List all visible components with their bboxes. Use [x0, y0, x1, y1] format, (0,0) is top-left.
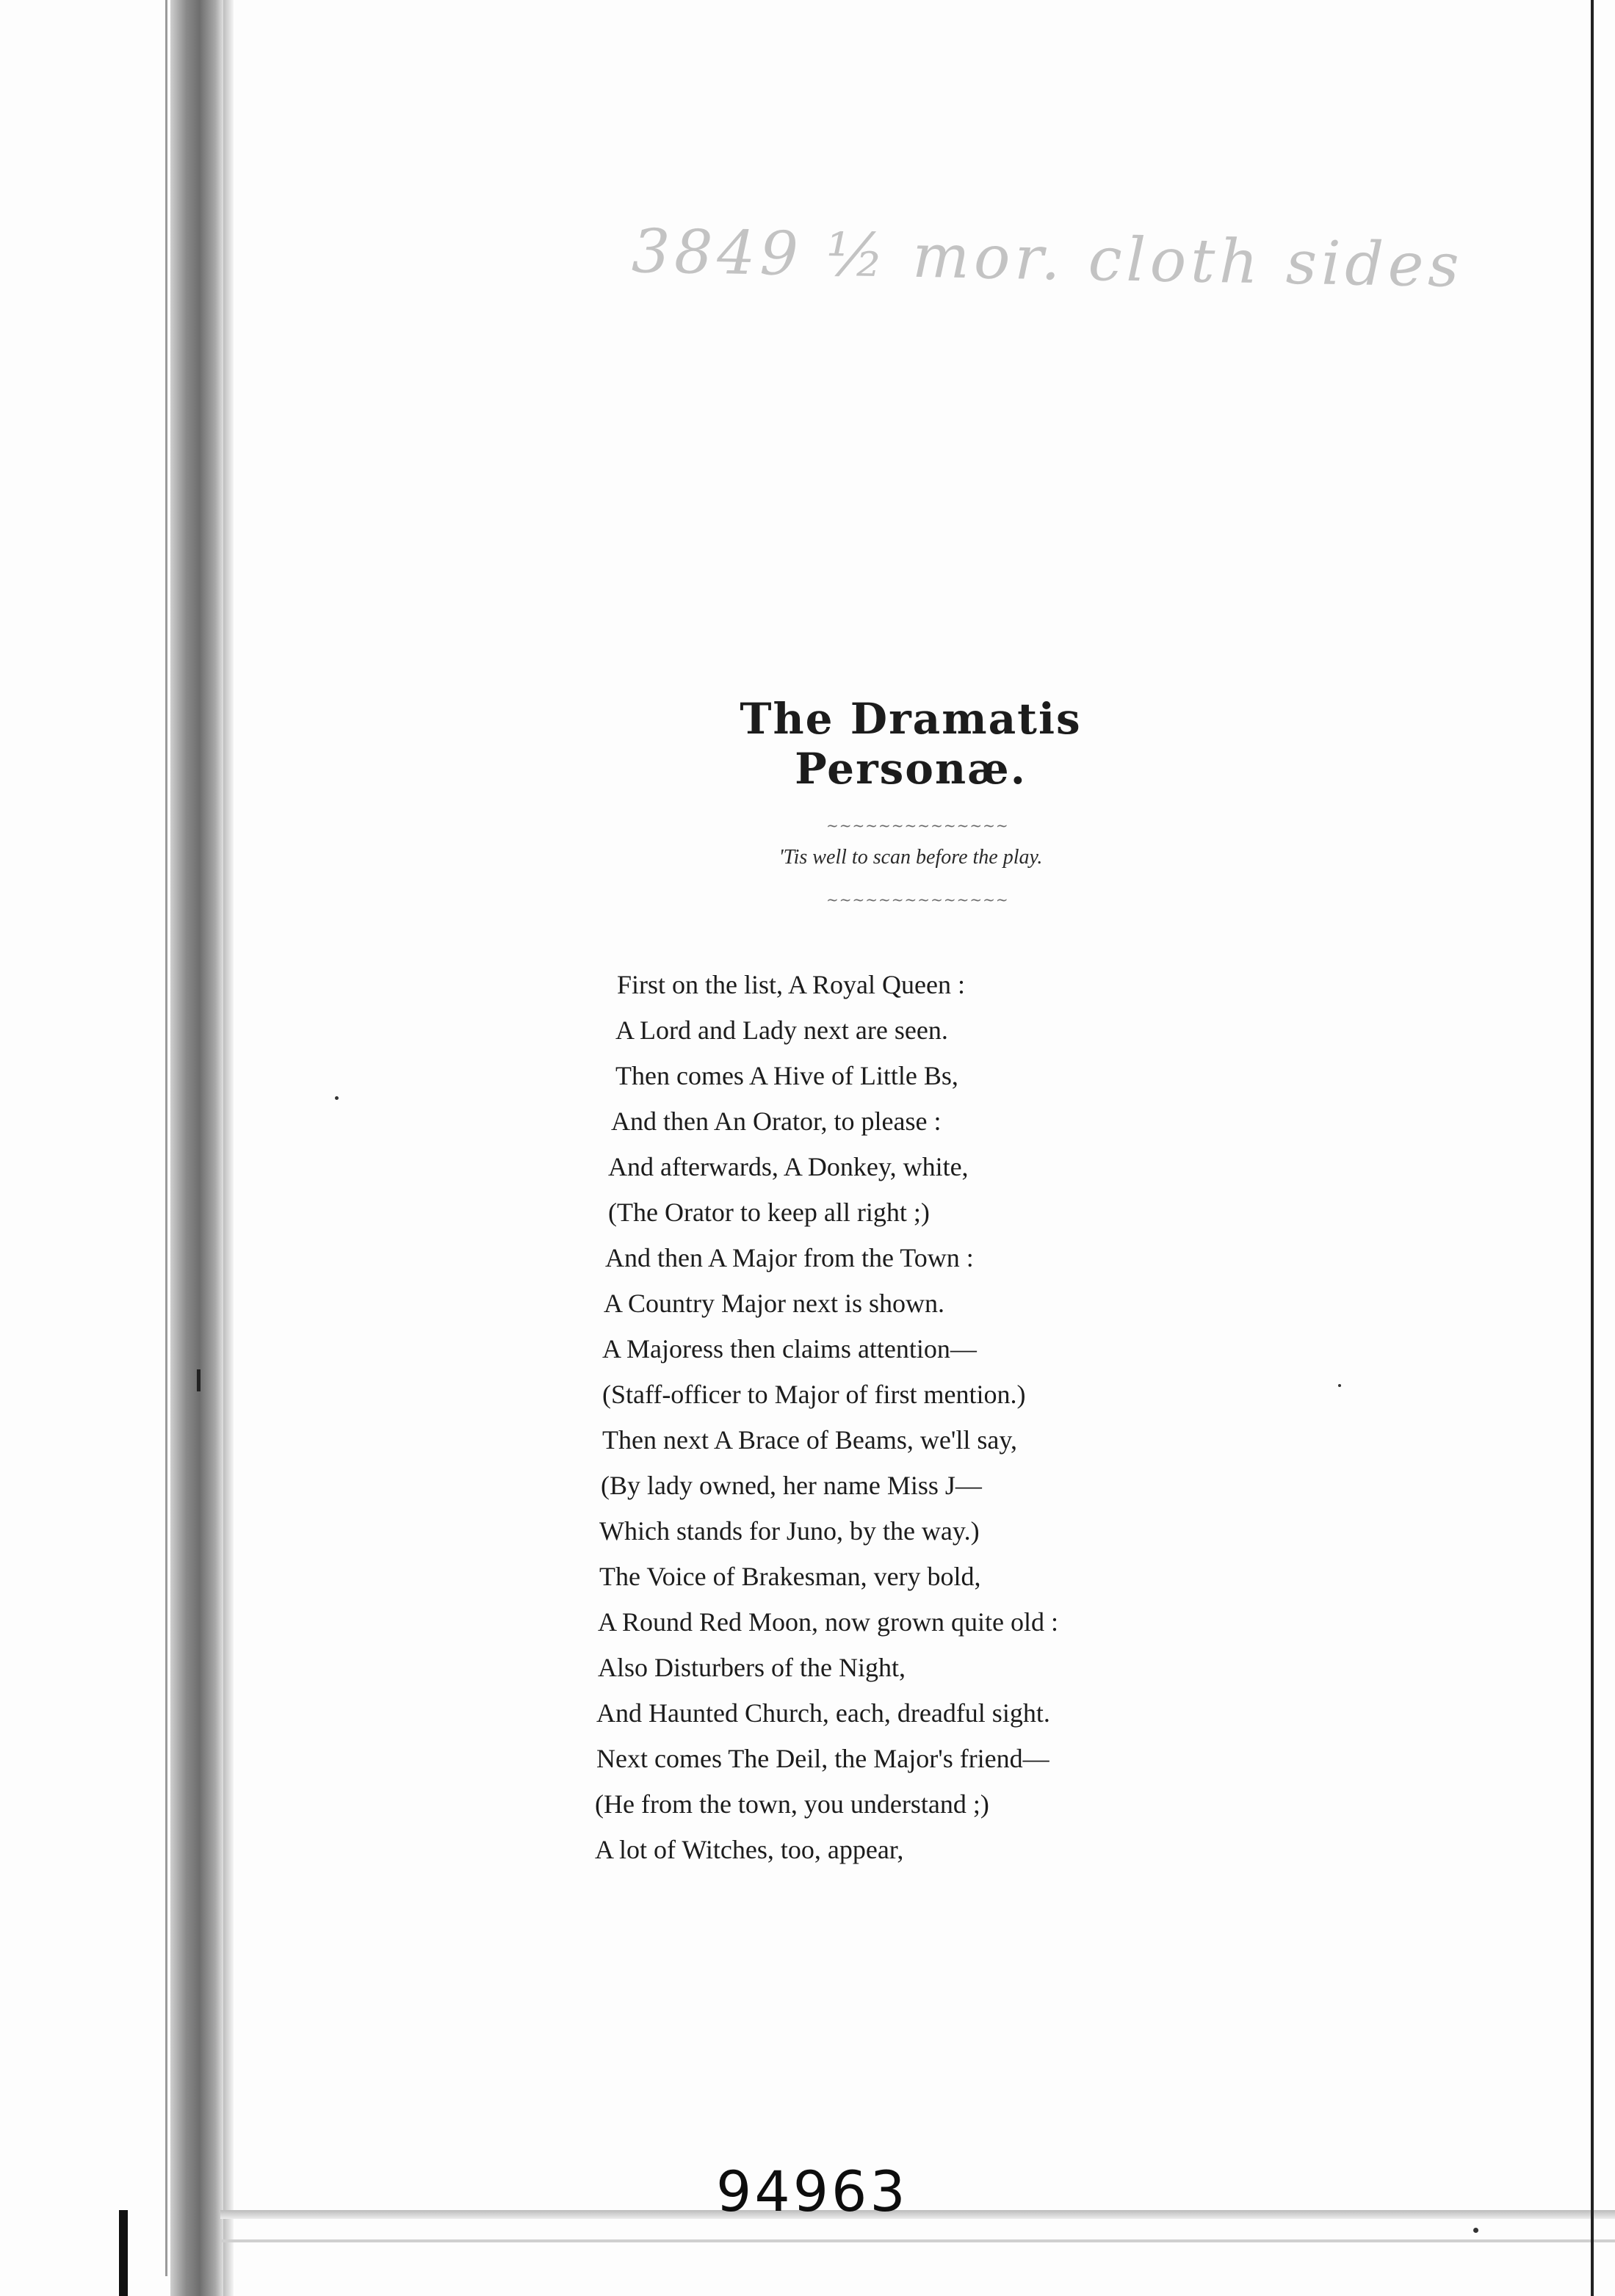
verse-line: (Staff-officer to Major of first mention.): [602, 1380, 1026, 1409]
verse-line: (By lady owned, her name Miss J—: [601, 1471, 982, 1500]
verse-line: And then An Orator, to please :: [611, 1107, 942, 1136]
handwritten-pencil-note: 3849 ½ mor. cloth sides: [631, 217, 1464, 301]
verse-line: Next comes The Deil, the Major's friend—: [596, 1744, 1049, 1773]
verse-line: A lot of Witches, too, appear,: [595, 1835, 904, 1864]
verse-line: A Majoress then claims attention—: [602, 1334, 977, 1364]
scan-corner-mark: [119, 2210, 128, 2296]
page-right-border: [1591, 0, 1594, 2296]
verse-block: [595, 962, 1197, 1872]
speck: [335, 1096, 339, 1100]
verse-line: A Round Red Moon, now grown quite old :: [598, 1607, 1058, 1637]
verse-line: A Lord and Lady next are seen.: [615, 1015, 948, 1045]
speck: [1473, 2228, 1478, 2233]
ornament-rule-top: ~~~~~~~~~~~~~~: [826, 816, 1009, 834]
verse-line: The Voice of Brakesman, very bold,: [599, 1562, 981, 1591]
verse-line: Then comes A Hive of Little Bs,: [615, 1061, 958, 1090]
gutter-shadow: [223, 0, 234, 2296]
verse-line: And Haunted Church, each, dreadful sight.: [596, 1698, 1050, 1728]
accession-number: 94963: [716, 2159, 908, 2224]
verse-line: Which stands for Juno, by the way.): [599, 1516, 980, 1546]
verse-line: Also Disturbers of the Night,: [598, 1653, 906, 1682]
page-bottom-edge-line: [220, 2239, 1615, 2242]
verse-line: (He from the town, you understand ;): [595, 1789, 989, 1819]
verse-line: A Country Major next is shown.: [604, 1289, 944, 1318]
epigraph: 'Tis well to scan before the play.: [778, 846, 1043, 869]
verse-line: Then next A Brace of Beams, we'll say,: [602, 1425, 1017, 1455]
book-spine-shadow: [170, 0, 223, 2296]
verse-line: And afterwards, A Donkey, white,: [608, 1152, 969, 1181]
page-left-edge: [165, 0, 167, 2276]
verse-line: (The Orator to keep all right ;): [608, 1198, 930, 1227]
ornament-rule-bottom: ~~~~~~~~~~~~~~: [826, 891, 1009, 908]
page-title: The Dramatis Personæ.: [740, 694, 1082, 794]
speck: [1338, 1384, 1341, 1387]
verse-line: First on the list, A Royal Queen :: [617, 970, 965, 999]
verse-line: And then A Major from the Town :: [605, 1243, 974, 1272]
margin-mark: [197, 1369, 200, 1391]
page-bottom-edge: [220, 2210, 1615, 2219]
